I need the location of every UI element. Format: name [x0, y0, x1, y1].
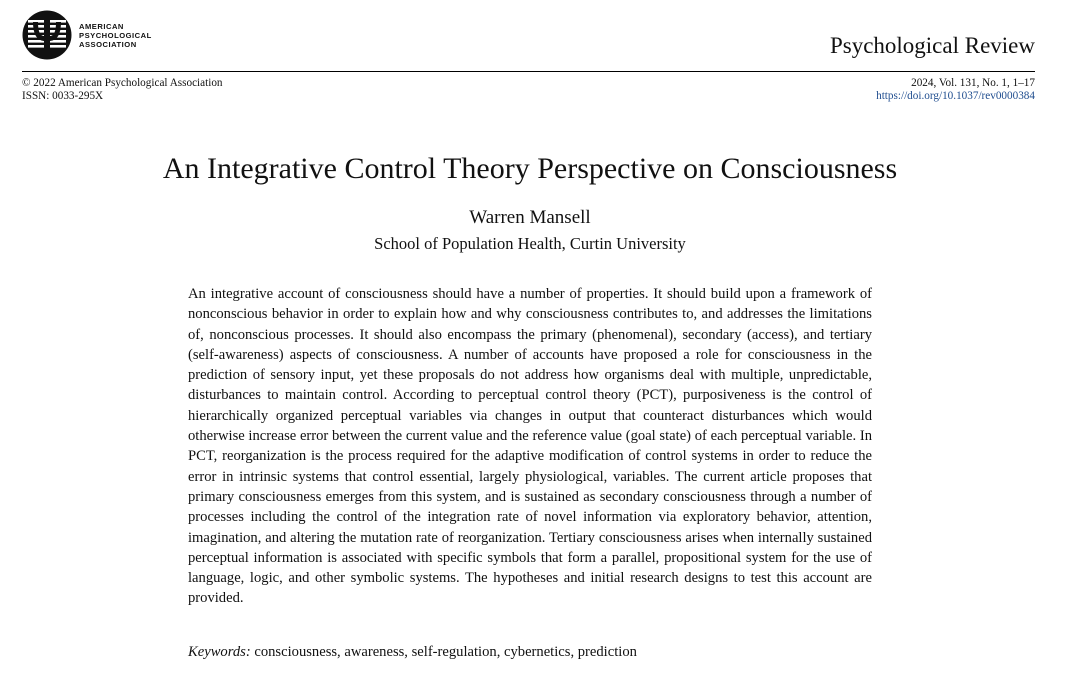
journal-name: Psychological Review — [829, 33, 1035, 58]
doi-link[interactable]: https://doi.org/10.1037/rev0000384 — [876, 90, 1035, 102]
logo-line: AMERICAN — [79, 21, 124, 31]
copyright: © 2022 American Psychological Association — [22, 77, 223, 89]
author-name: Warren Mansell — [469, 207, 591, 228]
keywords-label: Keywords: — [188, 644, 251, 660]
keywords — [188, 642, 872, 662]
publication-meta-left — [22, 77, 223, 103]
publication-meta-right — [876, 77, 1035, 103]
keywords-list: consciousness, awareness, self-regulation, cybernetics, prediction — [254, 644, 637, 660]
abstract: An integrative account of consciousness should have a number of properties. It should build upon a framework of nonconscious behavior in order to explain how and why consciousness contributes to, and addresses the limitations of, nonconscious processes. It should also encompass the primary (phenomenal), secondary (access), and tertiary (self-awareness) aspects of consciousness. A number of accounts have proposed a role for consciousness in the prediction of sensory input, yet these proposals do not address how organisms deal with multiple, unpredictable, disturbances to maintain control. According to perceptual control theory (PCT), purposiveness is the control of hierarchically organized perceptual variables via changes in output that counteract disturbances which would otherwise increase error between the current value and the reference value (goal state) of each perceptual variable. In PCT, reorganization is the process required for the adaptive modification of control systems in order to reduce the error in intrinsic systems that control essential, largely physiological, variables. The current article proposes that primary consciousness emerges from this system, and is sustained as secondary consciousness through a number of processes including the control of the integration rate of novel information via exploratory behavior, attention, imagination, and altering the mutation rate of reorganization. Tertiary consciousness arises when internally sustained perceptual information is associated with specific symbols that form a parallel, propositional system for the use of language, logic, and other symbolic systems. The hypotheses and initial research designs to test this account are provided. — [188, 286, 872, 607]
apa-psi-emblem-icon — [22, 10, 72, 60]
author-affiliation: School of Population Health, Curtin University — [374, 234, 686, 253]
issn: ISSN: 0033-295X — [22, 90, 104, 102]
citation: 2024, Vol. 131, No. 1, 1–17 — [911, 77, 1035, 89]
logo-line: ASSOCIATION — [79, 39, 137, 49]
apa-logo-text — [79, 22, 152, 49]
article-title: An Integrative Control Theory Perspective on Consciousness — [162, 152, 898, 185]
logo-line: PSYCHOLOGICAL — [79, 30, 152, 40]
apa-logo — [22, 10, 152, 60]
header-divider — [22, 71, 1035, 72]
